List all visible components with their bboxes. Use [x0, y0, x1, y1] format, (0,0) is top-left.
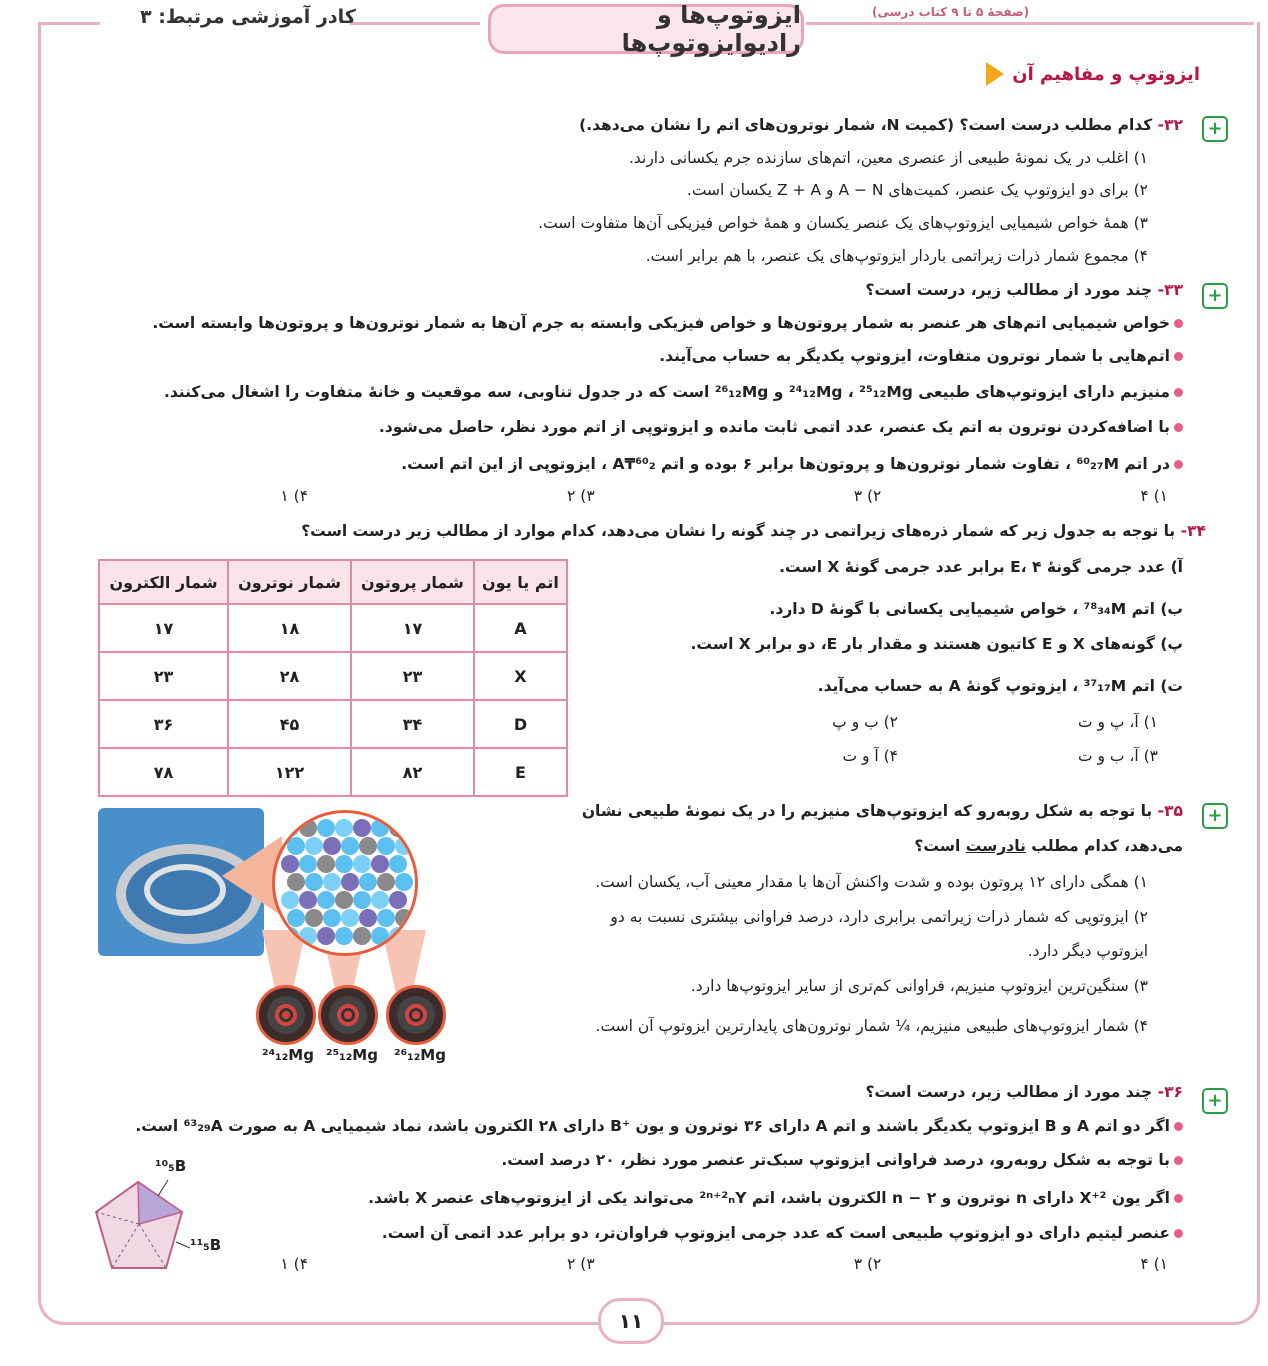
- lattice-atom: [353, 855, 371, 873]
- q34-number: ۳۴-: [1180, 522, 1206, 540]
- lattice-atom: [317, 819, 335, 837]
- table-cell: ۳۶: [99, 700, 228, 748]
- lattice-atom: [299, 855, 317, 873]
- lattice-atom: [281, 927, 299, 945]
- table-cell: ۱۲۲: [228, 748, 351, 796]
- table-cell: ۷۸: [99, 748, 228, 796]
- pentagon-diagram: [90, 1176, 200, 1276]
- table-cell: ۸۲: [351, 748, 474, 796]
- plus-icon: +: [1202, 1088, 1228, 1114]
- table-header: شمار الکترون: [99, 560, 228, 604]
- lattice-atom: [395, 909, 413, 927]
- table-cell: ۳۴: [351, 700, 474, 748]
- q32-option-4[interactable]: ۴) مجموع شمار ذرات زیراتمی باردار ایزوتوپ‌های یک عنصر، با هم برابر است.: [645, 247, 1148, 265]
- table-header: شمار پروتون: [351, 560, 474, 604]
- q33-choice-4[interactable]: ۴) ۱: [280, 487, 309, 505]
- table-header: شمار نوترون: [228, 560, 351, 604]
- mg26-label: ²⁶₁₂Mg: [394, 1046, 446, 1064]
- q36-item-1-text: اگر دو اتم A و B ایزوتوپ یکدیگر باشند و اتم A دارای ۳۶ نوترون و یون ⁺B دارای ۲۸ الکترون باشد، نماد شیمیایی A به صورت ⁶³₂₉A است.: [135, 1117, 1170, 1135]
- q36-number: ۳۶-: [1157, 1083, 1183, 1101]
- nucleus-mg25: [318, 985, 378, 1045]
- lattice-atom: [377, 909, 395, 927]
- lattice-atom: [377, 837, 395, 855]
- lattice-atom: [317, 855, 335, 873]
- lattice-atom: [323, 837, 341, 855]
- bullet-icon: [1174, 352, 1183, 361]
- table-header-row: [99, 560, 567, 604]
- q33-item-3-text: منیزیم دارای ایزوتوپ‌های طبیعی ²⁴₁₂Mg ، ²⁵₁₂Mg و ²⁶₁₂Mg است که در جدول تناوبی، سه موقعیت و خانهٔ متفاوت را اشغال می‌کنند.: [163, 383, 1170, 401]
- q36-item-3-text: اگر یون ²⁺X دارای n نوترون و n − ۲ الکترون باشد، اتم ²ⁿ⁺²ₙY می‌تواند یکی از ایزوتوپ‌های عنصر X باشد.: [368, 1189, 1170, 1207]
- q33-item-5: [401, 453, 1183, 475]
- q33-item-1-text: خواص شیمیایی اتم‌های هر عنصر به شمار پروتون‌ها و خواص فیزیکی وابسته به جرم آن‌ها به شمار نوترون‌ها و پروتون‌ها وابسته است.: [152, 314, 1170, 332]
- q33-item-5-text: در اتم ⁶⁰₂₇M ، تفاوت شمار نوترون‌ها و پروتون‌ها برابر ۶ بوده و اتم ⁶⁰₂₸A ، ایزوتوپی از این اتم است.: [401, 455, 1170, 473]
- q34-statement-p: پ) گونه‌های X و E کاتیون هستند و مقدار بار E، دو برابر X است.: [690, 635, 1183, 653]
- q33-item-2: [659, 345, 1183, 367]
- q35-stem-line1: [582, 800, 1183, 822]
- q33-item-3: [164, 381, 1183, 403]
- q34-choice-2[interactable]: ۲) ب و پ: [832, 713, 898, 731]
- q33-item-1: [152, 312, 1183, 334]
- q33-stem-text: چند مورد از مطالب زیر، درست است؟: [865, 281, 1153, 299]
- q36-stem-text: چند مورد از مطالب زیر، درست است؟: [865, 1083, 1153, 1101]
- lattice-atom: [335, 819, 353, 837]
- q36-stem: [865, 1081, 1183, 1103]
- bullet-icon: [1174, 1229, 1183, 1238]
- lattice-atom: [305, 837, 323, 855]
- lattice-atom: [287, 837, 305, 855]
- q35-stem-text: با توجه به شکل روبه‌رو که ایزوتوپ‌های منیزیم را در یک نمونهٔ طبیعی نشان: [581, 802, 1153, 820]
- bullet-icon: [1174, 319, 1183, 328]
- table-header: اتم یا یون: [474, 560, 567, 604]
- section-title: ایزوتوپ و مفاهیم آن: [1012, 63, 1200, 85]
- table-cell: ۲۸: [228, 652, 351, 700]
- lattice-atom: [353, 891, 371, 909]
- lattice-atom: [359, 837, 377, 855]
- lattice-atom: [353, 927, 371, 945]
- q34-stem-text: با توجه به جدول زیر که شمار ذره‌های زیراتمی در چند گونه را نشان می‌دهد، کدام موارد از مطالب زیر درست است؟: [301, 522, 1176, 540]
- q33-number: ۳۳-: [1157, 281, 1183, 299]
- q35-stem-emphasis: نادرست: [965, 837, 1026, 855]
- lattice-atom: [335, 891, 353, 909]
- bullet-icon: [1174, 423, 1183, 432]
- q35-stem-line2: [914, 835, 1183, 857]
- q34-statement-b: ب) اتم ⁷⁸₃₄M ، خواص شیمیایی یکسانی با گونهٔ D دارد.: [769, 600, 1183, 618]
- q35-number: ۳۵-: [1157, 802, 1183, 820]
- bullet-icon: [1174, 1122, 1183, 1131]
- q32-stem-text: کدام مطلب درست است؟ (کمیت N، شمار نوترون‌های اتم را نشان می‌دهد.): [579, 116, 1153, 134]
- lattice-atom: [371, 891, 389, 909]
- lattice-atom: [317, 927, 335, 945]
- q34-statement-t: ت) اتم ³⁷₁₇M ، ایزوتوپ گونهٔ A به حساب می‌آید.: [817, 677, 1183, 695]
- q33-item-4-text: با اضافه‌کردن نوترون به اتم یک عنصر، عدد اتمی ثابت مانده و ایزوتوپی از اتم مورد نظر، حاصل می‌شود.: [378, 418, 1170, 436]
- table-cell: D: [474, 700, 567, 748]
- header-rule-right: [806, 22, 1254, 25]
- q34-statement-a: آ) عدد جرمی گونهٔ E، ۴ برابر عدد جرمی گونهٔ X است.: [779, 558, 1183, 576]
- q36-choice-3[interactable]: ۳) ۲: [567, 1255, 595, 1273]
- lattice-atom: [299, 927, 317, 945]
- q35-stem-pre: می‌دهد، کدام مطلب: [1025, 837, 1183, 855]
- q36-item-1: [135, 1115, 1183, 1137]
- page-number: ۱۱: [598, 1298, 664, 1344]
- triangle-icon: [986, 62, 1004, 86]
- nucleus-mg24: [256, 985, 316, 1045]
- plus-icon: +: [1202, 803, 1228, 829]
- table-cell: ۲۳: [351, 652, 474, 700]
- lattice-atom: [317, 891, 335, 909]
- lattice-atom: [305, 909, 323, 927]
- q33-choice-1[interactable]: ۱) ۴: [1140, 487, 1168, 505]
- lattice-atom: [371, 855, 389, 873]
- plus-icon: +: [1202, 283, 1228, 309]
- related-box-label: کادر آموزشی مرتبط: ۳: [140, 6, 356, 28]
- q36-item-4-text: عنصر لیتیم دارای دو ایزوتوپ طبیعی است که عدد جرمی ایزوتوپ فراوان‌تر، دو برابر عدد اتمی آن است.: [381, 1224, 1170, 1242]
- table-cell: ۱۷: [99, 604, 228, 652]
- q35-option-4[interactable]: ۴) شمار ایزوتوپ‌های طبیعی منیزیم، ¼ شمار نوترون‌های پایدارترین ایزوتوپ آن است.: [595, 1017, 1148, 1035]
- table-cell: ۱۷: [351, 604, 474, 652]
- lattice-atom: [335, 855, 353, 873]
- q36-choice-2[interactable]: ۲) ۳: [853, 1255, 882, 1273]
- q34-choice-3[interactable]: ۳) آ، ب و ت: [1077, 747, 1158, 765]
- q33-choice-3[interactable]: ۳) ۲: [567, 487, 595, 505]
- header-rule-left: [40, 22, 100, 25]
- lattice-atom: [371, 927, 389, 945]
- q36-choice-4[interactable]: ۴) ۱: [280, 1255, 309, 1273]
- q36-choice-1[interactable]: ۱) ۴: [1140, 1255, 1168, 1273]
- lattice-atom: [305, 873, 323, 891]
- lattice-atom: [359, 873, 377, 891]
- header-rule-mid: [350, 22, 480, 25]
- lattice-atom: [371, 819, 389, 837]
- q34-stem: [301, 520, 1206, 542]
- lattice-atom: [287, 873, 305, 891]
- lattice-atom: [335, 927, 353, 945]
- b11-label: ¹¹₅B: [190, 1236, 222, 1254]
- particle-table: [98, 559, 568, 797]
- lattice-atom: [341, 873, 359, 891]
- lattice-atom: [281, 819, 299, 837]
- lattice-atom: [377, 873, 395, 891]
- mg25-label: ²⁵₁₂Mg: [326, 1046, 378, 1064]
- q33-stem: [865, 279, 1183, 301]
- q32-stem: [579, 114, 1183, 136]
- q33-choice-2[interactable]: ۲) ۳: [853, 487, 882, 505]
- atom-lattice: [272, 810, 418, 956]
- bullet-icon: [1174, 1194, 1183, 1203]
- table-cell: E: [474, 748, 567, 796]
- lattice-atom: [323, 873, 341, 891]
- lattice-atom: [341, 909, 359, 927]
- q35-option-1[interactable]: ۱) همگی دارای ۱۲ پروتون بوده و شدت واکنش آن‌ها با مقدار معینی آب، یکسان است.: [595, 873, 1148, 891]
- table-cell: ۲۳: [99, 652, 228, 700]
- q36-item-2-text: با توجه به شکل روبه‌رو، درصد فراوانی ایزوتوپ سبک‌تر عنصر مورد نظر، ۲۰ درصد است.: [501, 1151, 1170, 1169]
- bullet-icon: [1174, 1156, 1183, 1165]
- q36-item-3: [368, 1187, 1183, 1209]
- q36-item-2: [501, 1149, 1183, 1171]
- lattice-atom: [395, 837, 413, 855]
- q33-choices: [108, 487, 1168, 505]
- ribbon-inner: [144, 864, 226, 916]
- section-heading: [986, 62, 1200, 86]
- nucleus-mg26: [386, 985, 446, 1045]
- q33-item-4: [379, 416, 1183, 438]
- table-cell: ۴۵: [228, 700, 351, 748]
- table-cell: A: [474, 604, 567, 652]
- lattice-atom: [389, 819, 407, 837]
- bullet-icon: [1174, 388, 1183, 397]
- lattice-atom: [389, 927, 407, 945]
- q33-item-2-text: اتم‌هایی با شمار نوترون متفاوت، ایزوتوپ یکدیگر به حساب می‌آیند.: [659, 347, 1170, 365]
- q35-option-2-cont[interactable]: ایزوتوپ دیگر دارد.: [1027, 942, 1148, 960]
- q35-option-3[interactable]: ۳) سنگین‌ترین ایزوتوپ منیزیم، فراوانی کم‌تری از سایر ایزوتوپ‌ها دارد.: [690, 977, 1148, 995]
- q32-option-1[interactable]: ۱) اغلب در یک نمونهٔ طبیعی از عنصری معین، اتم‌های سازنده جرم یکسانی دارند.: [628, 149, 1148, 167]
- table-row: [99, 748, 567, 796]
- lattice-atom: [281, 855, 299, 873]
- q35-stem-post: است؟: [914, 837, 966, 855]
- q34-choice-4[interactable]: ۴) آ و ت: [842, 747, 898, 765]
- q35-option-2[interactable]: ۲) ایزوتوپی که شمار ذرات زیراتمی برابری دارد، درصد فراوانی بیشتری نسبت به دو: [610, 908, 1148, 926]
- q32-option-2[interactable]: ۲) برای دو ایزوتوپ یک عنصر، کمیت‌های A − N و Z + A یکسان است.: [686, 181, 1148, 199]
- plus-icon: +: [1202, 116, 1228, 142]
- mg24-label: ²⁴₁₂Mg: [262, 1046, 314, 1064]
- q36-choices: [108, 1255, 1168, 1273]
- lattice-atom: [395, 873, 413, 891]
- lattice-atom: [323, 909, 341, 927]
- lattice-atom: [359, 909, 377, 927]
- q34-choice-1[interactable]: ۱) آ، پ و ت: [1077, 713, 1158, 731]
- chapter-title: ایزوتوپ‌ها و رادیوایزوتوپ‌ها: [488, 4, 804, 54]
- table-cell: ۱۸: [228, 604, 351, 652]
- textbook-pages: (صفحهٔ ۵ تا ۹ کتاب درسی): [872, 5, 1030, 19]
- q32-number: ۳۲-: [1157, 116, 1183, 134]
- q32-option-3[interactable]: ۳) همهٔ خواص شیمیایی ایزوتوپ‌های یک عنصر یکسان و همهٔ خواص فیزیکی آن‌ها متفاوت است.: [538, 214, 1148, 232]
- lattice-atom: [281, 891, 299, 909]
- bullet-icon: [1174, 460, 1183, 469]
- lattice-atom: [341, 837, 359, 855]
- b10-label: ¹⁰₅B: [155, 1157, 187, 1175]
- lattice-atom: [353, 819, 371, 837]
- lattice-atom: [389, 891, 407, 909]
- table-row: [99, 700, 567, 748]
- table-row: [99, 652, 567, 700]
- lattice-atom: [287, 909, 305, 927]
- table-row: [99, 604, 567, 652]
- q36-item-4: [382, 1222, 1183, 1244]
- lattice-atom: [389, 855, 407, 873]
- lattice-atom: [299, 891, 317, 909]
- table-cell: X: [474, 652, 567, 700]
- lattice-atom: [299, 819, 317, 837]
